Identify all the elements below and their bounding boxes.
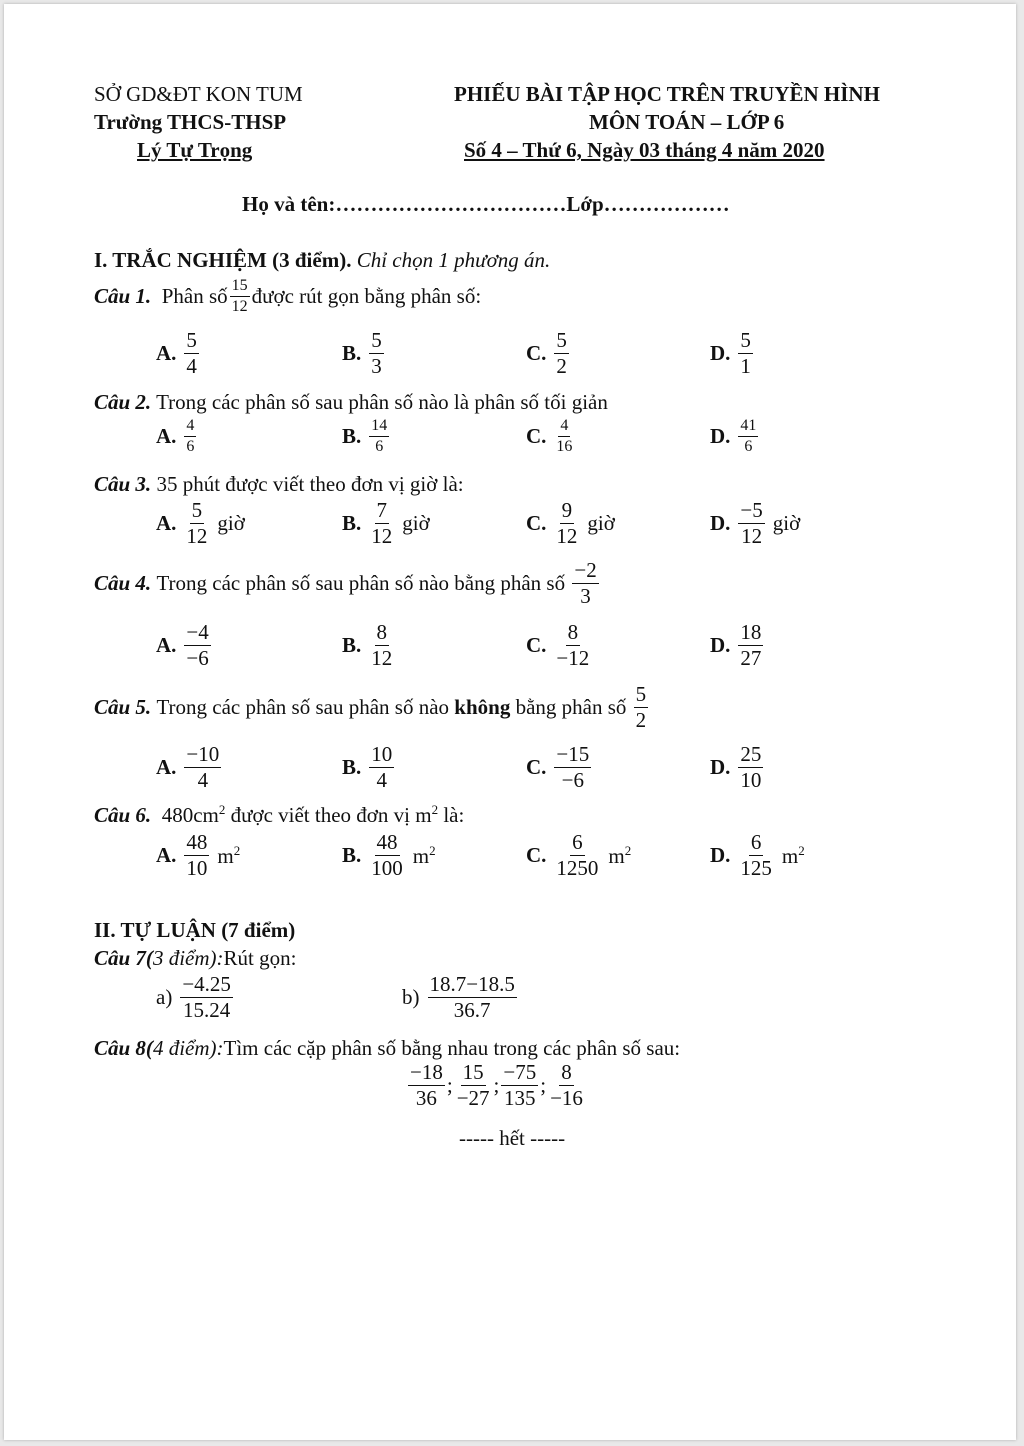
q2-label: Câu 2.: [94, 390, 152, 414]
q6-option-c[interactable]: C. $\frac{6}{1250}$ $m^2$: [526, 830, 632, 880]
question-8: [94, 1036, 680, 1061]
q1-text-after: được rút gọn bằng phân số:: [251, 284, 482, 308]
section1-title: I. TRẮC NGHIỆM (3 điểm).: [94, 248, 352, 272]
q5-text-bold: không: [454, 695, 511, 719]
q5-option-d[interactable]: D. $\frac{25}{10}$: [710, 742, 762, 792]
question-2: [94, 390, 608, 415]
school-name-2: Lý Tự Trọng: [137, 138, 253, 162]
q4-label: Câu 4.: [94, 571, 152, 595]
q6-option-d[interactable]: D. $\frac{6}{125}$ $m^2$: [710, 830, 805, 880]
q5-option-a[interactable]: A. $\frac{-10}{4}$: [156, 742, 220, 792]
question-5: [94, 684, 650, 731]
question-7: [94, 946, 296, 971]
q4-fraction: $\frac{-2}{3}$: [574, 558, 597, 608]
q1-option-d[interactable]: D. $\frac{5}{1}$: [710, 328, 751, 378]
q6-option-a[interactable]: A. $\frac{48}{10}$ $m^2$: [156, 830, 241, 880]
q7-points: 3 điểm):: [152, 946, 224, 970]
q4-text: Trong các phân số sau phân số nào bằng phân số: [156, 571, 566, 595]
q3-option-d[interactable]: D. $\frac{-5}{12}$ giờ: [710, 498, 801, 548]
q3-label: Câu 3.: [94, 472, 152, 496]
q2-option-c[interactable]: C. $\frac{4}{16}$: [526, 417, 573, 455]
q1-text-before: Phân số: [161, 284, 228, 308]
q1-option-c[interactable]: C. $\frac{5}{2}$: [526, 328, 567, 378]
dept-name: SỞ GD&ĐT KON TUM: [94, 82, 303, 106]
q7-part-b: b) $\frac{18.7-18.5}{36.7}$: [402, 972, 515, 1022]
q8-label: Câu 8(: [94, 1036, 153, 1060]
q2-option-d[interactable]: D. $\frac{41}{6}$: [710, 417, 757, 455]
q6-label: Câu 6.: [94, 803, 152, 827]
name-class-line: Họ và tên:……………………………Lớp………………: [242, 192, 730, 216]
q6-option-b[interactable]: B. $\frac{48}{100}$ $m^2$: [342, 830, 436, 880]
q8-fraction-list: $\frac{-18}{36}$ ; $\frac{15}{-27}$ ; $\frac{-75}{135}$ ; $\frac{8}{-16}$: [410, 1060, 583, 1110]
q3-option-c[interactable]: C. $\frac{9}{12}$ giờ: [526, 498, 615, 548]
question-4: [94, 560, 601, 607]
q4-option-d[interactable]: D. $\frac{18}{27}$: [710, 620, 762, 670]
q4-option-a[interactable]: A. $\frac{-4}{-6}$: [156, 620, 209, 670]
q1-option-b[interactable]: B. $\frac{5}{3}$: [342, 328, 382, 378]
q1-option-a[interactable]: A. $\frac{5}{4}$: [156, 328, 197, 378]
q5-text-before: Trong các phân số sau phân số nào: [156, 695, 450, 719]
q5-option-c[interactable]: C. $\frac{-15}{-6}$: [526, 742, 590, 792]
q3-option-b[interactable]: B. $\frac{7}{12}$ giờ: [342, 498, 430, 548]
worksheet-date: Số 4 – Thứ 6, Ngày 03 tháng 4 năm 2020: [464, 138, 825, 162]
q5-label: Câu 5.: [94, 695, 152, 719]
question-1: [94, 278, 481, 315]
q7-part-a: a) $\frac{-4.25}{15.24}$: [156, 972, 231, 1022]
q5-option-b[interactable]: B. $\frac{10}{4}$: [342, 742, 393, 792]
school-name: Trường THCS-THSP: [94, 110, 287, 134]
q5-text-after: bằng phân số: [515, 695, 627, 719]
section2-title: II. TỰ LUẬN (7 điểm): [94, 918, 296, 942]
worksheet-title: PHIẾU BÀI TẬP HỌC TRÊN TRUYỀN HÌNH: [454, 82, 880, 106]
q8-points: 4 điểm):: [152, 1036, 224, 1060]
question-3: [94, 472, 464, 497]
q5-fraction: $\frac{5}{2}$: [635, 682, 647, 732]
q2-text: Trong các phân số sau phân số nào là phân số tối giản: [156, 390, 608, 414]
q7-text: Rút gọn:: [223, 946, 297, 970]
q6-text-c: là:: [443, 803, 465, 827]
q4-option-c[interactable]: C. $\frac{8}{-12}$: [526, 620, 590, 670]
q2-option-a[interactable]: A. $\frac{4}{6}$: [156, 417, 195, 455]
q1-label: Câu 1.: [94, 284, 152, 308]
q3-text: 35 phút được viết theo đơn vị giờ là:: [156, 472, 464, 496]
q8-text: Tìm các cặp phân số bằng nhau trong các phân số sau:: [223, 1036, 681, 1060]
q3-option-a[interactable]: A. $\frac{5}{12}$ giờ: [156, 498, 245, 548]
q6-text-b: được viết theo đơn vị m: [230, 803, 432, 827]
section1-heading: [94, 248, 550, 273]
section1-instruction: Chỉ chọn 1 phương án.: [356, 248, 551, 272]
q7-label: Câu 7(: [94, 946, 153, 970]
end-marker: ----- hết -----: [459, 1126, 566, 1150]
q2-option-b[interactable]: B. $\frac{14}{6}$: [342, 417, 388, 455]
question-6: Câu 6. $480cm^2$ được viết theo đơn vị $m^2$ là:: [94, 802, 465, 827]
q4-option-b[interactable]: B. $\frac{8}{12}$: [342, 620, 393, 670]
q6-text-a: 480cm: [161, 803, 219, 827]
q1-fraction: $\frac{15}{12}$: [231, 277, 248, 315]
subject-title: MÔN TOÁN – LỚP 6: [589, 110, 785, 134]
worksheet-page: [4, 4, 1016, 1440]
